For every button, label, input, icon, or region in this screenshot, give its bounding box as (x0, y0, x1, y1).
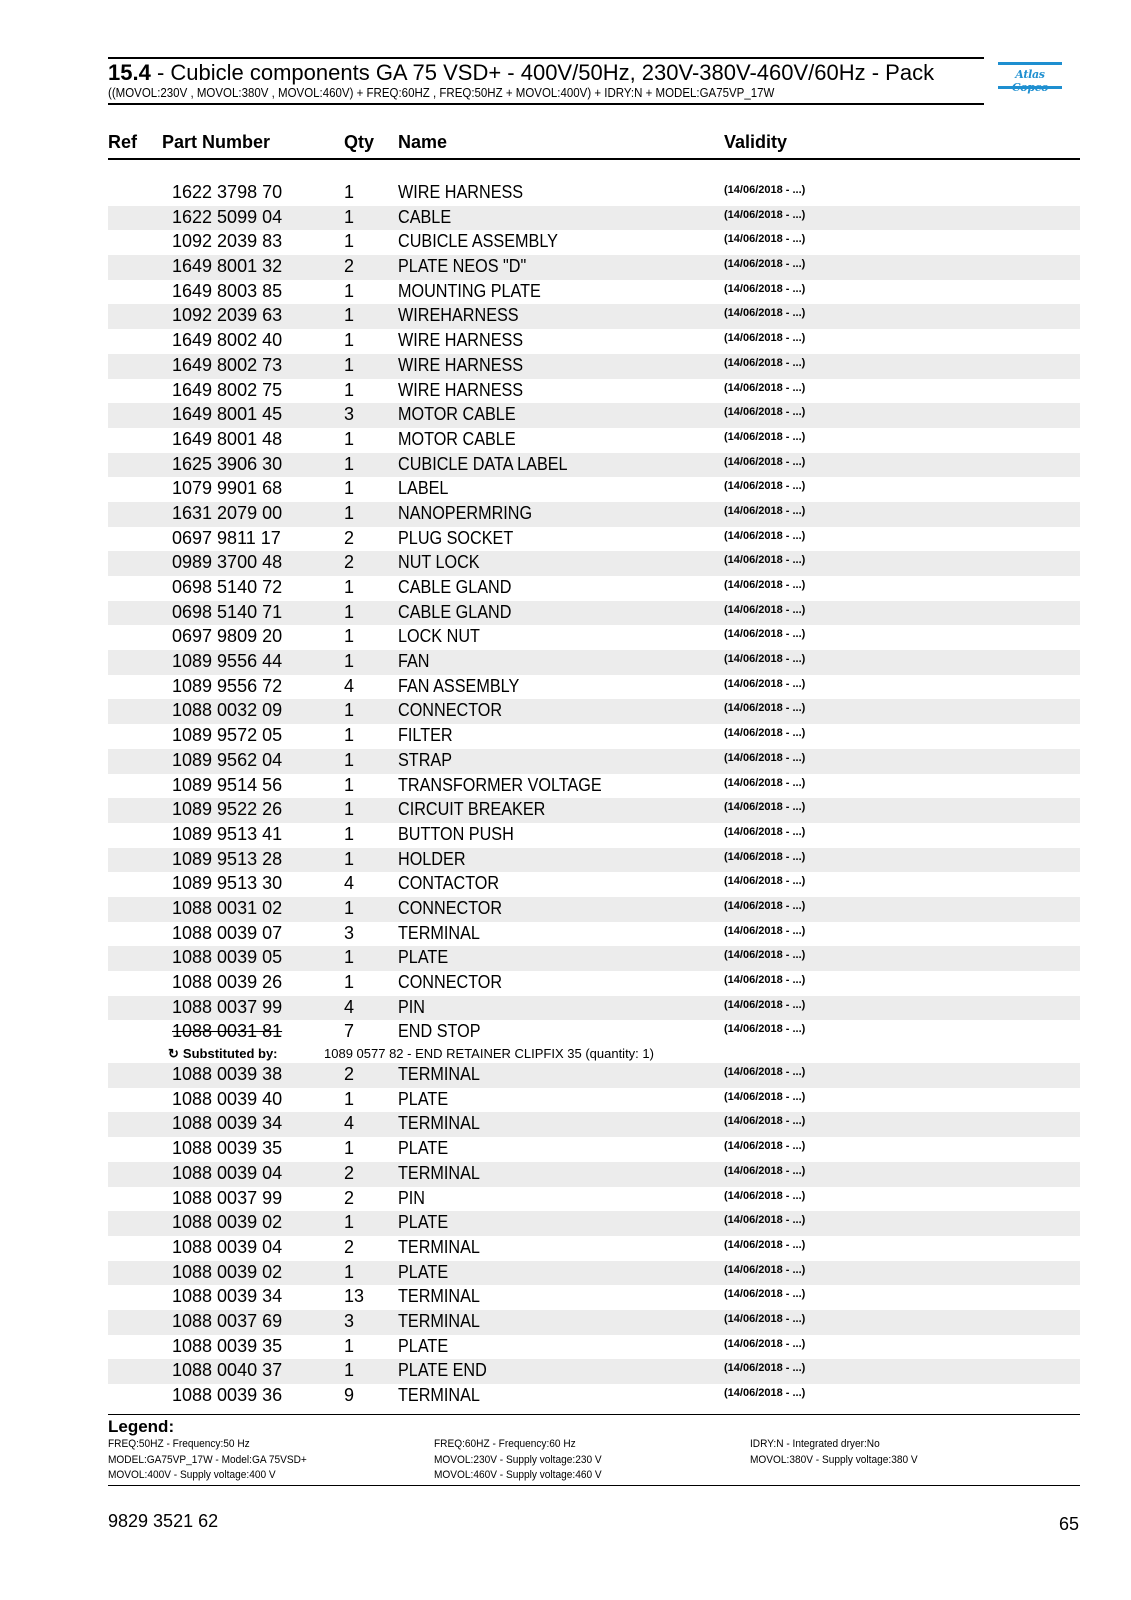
logo-bar-top (998, 62, 1062, 65)
part-name: PLATE NEOS "D" (398, 256, 527, 277)
part-number: 1649 8002 40 (172, 330, 283, 351)
legend-item: MOVOL:380V - Supply voltage:380 V (750, 1453, 918, 1466)
table-row (108, 823, 1080, 848)
validity: (14/06/2018 - ...) (724, 1263, 806, 1276)
validity: (14/06/2018 - ...) (724, 1140, 806, 1153)
part-name: CUBICLE DATA LABEL (398, 453, 568, 474)
validity: (14/06/2018 - ...) (724, 430, 806, 443)
table-row (108, 576, 1080, 601)
validity: (14/06/2018 - ...) (724, 628, 806, 641)
validity: (14/06/2018 - ...) (724, 1090, 806, 1103)
section-title: - Cubicle components GA 75 VSD+ - 400V/50Hz, 230V-380V-460V/60Hz - Pack (150, 60, 935, 85)
part-number: 0698 5140 72 (172, 577, 283, 597)
part-name: PLATE (398, 1138, 449, 1159)
quantity: 3 (344, 1310, 355, 1331)
quantity: 1 (344, 478, 355, 499)
refresh-icon: ↻ (168, 1046, 179, 1062)
quantity: 1 (344, 601, 355, 622)
part-number: 1089 9562 04 (172, 749, 283, 770)
part-name: CABLE GLAND (398, 601, 512, 622)
validity: (14/06/2018 - ...) (724, 282, 806, 295)
part-name: HOLDER (398, 848, 466, 869)
part-name: CONNECTOR (398, 700, 503, 721)
quantity: 1 (344, 182, 355, 202)
part-name: TERMINAL (398, 1064, 480, 1085)
legend-item: MOVOL:230V - Supply voltage:230 V (434, 1453, 602, 1466)
page-title (108, 60, 934, 86)
part-number: 1088 0032 09 (172, 700, 283, 721)
table-row (108, 1162, 1080, 1187)
part-number: 1088 0039 02 (172, 1212, 283, 1233)
table-row (108, 280, 1080, 305)
validity: (14/06/2018 - ...) (724, 208, 806, 221)
part-name: TERMINAL (398, 1162, 480, 1183)
table-row (108, 206, 1080, 231)
validity: (14/06/2018 - ...) (724, 1023, 806, 1036)
quantity: 7 (344, 1021, 355, 1042)
table-row (108, 1063, 1080, 1088)
part-number: 0698 5140 71 (172, 601, 283, 622)
validity: (14/06/2018 - ...) (724, 776, 806, 789)
validity: (14/06/2018 - ...) (724, 332, 806, 345)
part-number: 1088 0039 34 (172, 1286, 283, 1307)
quantity: 1 (344, 700, 355, 721)
validity: (14/06/2018 - ...) (724, 974, 806, 986)
table-row (108, 1112, 1080, 1137)
quantity: 2 (344, 256, 355, 277)
table-row (108, 379, 1080, 404)
table-row (108, 230, 1080, 255)
validity: (14/06/2018 - ...) (724, 949, 806, 962)
table-row (108, 798, 1080, 823)
part-name: PLATE (398, 1088, 449, 1109)
table-header-rule (108, 158, 1080, 160)
part-name: CUBICLE ASSEMBLY (398, 231, 558, 252)
validity: (14/06/2018 - ...) (724, 1066, 806, 1079)
table-row (108, 255, 1080, 280)
part-number: 1088 0039 07 (172, 922, 283, 943)
table-header (108, 132, 1080, 158)
validity: (14/06/2018 - ...) (724, 603, 806, 616)
table-row (108, 304, 1080, 329)
page-subtitle: ((MOVOL:230V , MOVOL:380V , MOVOL:460V) + FREQ:60HZ , FREQ:50HZ + MOVOL:400V) + IDRY:N + MODEL:GA75VP_17W (108, 86, 775, 100)
part-number: 1089 9572 05 (172, 725, 283, 746)
validity: (14/06/2018 - ...) (724, 233, 806, 246)
table-row (108, 181, 1080, 206)
part-number: 1649 8001 32 (172, 256, 283, 277)
part-name: PLATE (398, 1261, 449, 1282)
validity: (14/06/2018 - ...) (724, 1238, 806, 1251)
part-name: NANOPERMRING (398, 502, 533, 523)
quantity: 1 (344, 502, 355, 523)
part-name: LABEL (398, 478, 449, 499)
table-row (108, 675, 1080, 700)
validity: (14/06/2018 - ...) (724, 998, 806, 1011)
part-number: 1088 0039 35 (172, 1138, 283, 1159)
document-number: 9829 3521 62 (108, 1511, 219, 1531)
table-row (108, 551, 1080, 576)
table-row (108, 1211, 1080, 1236)
part-number: 1649 8002 73 (172, 354, 283, 375)
part-number: 1092 2039 63 (172, 305, 283, 326)
legend-item: IDRY:N - Integrated dryer:No (750, 1438, 880, 1450)
table-row (108, 354, 1080, 379)
legend-bottom-rule (108, 1485, 1080, 1486)
quantity: 2 (344, 1236, 355, 1257)
validity: (14/06/2018 - ...) (724, 1387, 806, 1399)
validity: (14/06/2018 - ...) (724, 1115, 806, 1128)
part-name: FAN ASSEMBLY (398, 675, 520, 696)
table-row (108, 329, 1080, 354)
validity: (14/06/2018 - ...) (724, 850, 806, 863)
part-name: BUTTON PUSH (398, 823, 514, 844)
part-name: END STOP (398, 1021, 481, 1042)
col-header-name: Name (398, 132, 448, 152)
table-row (108, 1088, 1080, 1113)
part-number: 1089 9556 44 (172, 651, 283, 672)
part-number: 1649 8003 85 (172, 280, 283, 301)
validity: (14/06/2018 - ...) (724, 184, 806, 196)
part-number: 1649 8001 45 (172, 404, 283, 425)
validity: (14/06/2018 - ...) (724, 554, 806, 567)
part-number: 1089 9522 26 (172, 799, 283, 820)
quantity: 1 (344, 626, 355, 647)
col-header-validity: Validity (724, 132, 788, 152)
table-row (108, 403, 1080, 428)
table-row (108, 1359, 1080, 1384)
part-name: LOCK NUT (398, 626, 480, 647)
part-name: TERMINAL (398, 1310, 480, 1331)
part-name: WIRE HARNESS (398, 354, 524, 375)
part-number: 1089 9556 72 (172, 675, 283, 696)
quantity: 1 (344, 379, 355, 400)
validity: (14/06/2018 - ...) (724, 356, 806, 369)
table-row (108, 625, 1080, 650)
part-name: MOTOR CABLE (398, 428, 516, 449)
logo-text: Atlas (1015, 68, 1045, 81)
table-row (108, 1384, 1080, 1409)
legend-title: Legend: (108, 1417, 175, 1436)
header-rule-top (108, 57, 984, 59)
quantity: 2 (344, 527, 355, 548)
part-name: MOTOR CABLE (398, 404, 516, 425)
section-number: 15.4 (108, 60, 151, 85)
quantity: 1 (344, 1360, 355, 1381)
part-name: TERMINAL (398, 1113, 480, 1134)
part-number: 1088 0039 26 (172, 972, 283, 992)
quantity: 1 (344, 1088, 355, 1109)
legend-item: FREQ:50HZ - Frequency:50 Hz (108, 1438, 250, 1450)
part-name: WIRE HARNESS (398, 379, 524, 400)
validity: (14/06/2018 - ...) (724, 258, 806, 271)
validity: (14/06/2018 - ...) (724, 381, 806, 394)
substitution-label-text: Substituted by: (182, 1046, 278, 1062)
validity: (14/06/2018 - ...) (724, 406, 806, 419)
quantity: 1 (344, 577, 355, 597)
table-row (108, 848, 1080, 873)
part-number: 1088 0039 36 (172, 1385, 283, 1405)
table-row (108, 650, 1080, 675)
quantity: 2 (344, 1064, 355, 1085)
header-rule-bottom (108, 103, 984, 105)
table-row (108, 1335, 1080, 1360)
part-number: 1088 0037 99 (172, 996, 283, 1017)
part-number: 1088 0039 35 (172, 1335, 283, 1356)
part-number: 1625 3906 30 (172, 453, 283, 474)
part-name: TRANSFORMER VOLTAGE (398, 774, 602, 795)
quantity: 4 (344, 873, 355, 894)
table-row (108, 897, 1080, 922)
quantity: 1 (344, 354, 355, 375)
quantity: 4 (344, 675, 355, 696)
table-row (108, 477, 1080, 502)
part-number: 1631 2079 00 (172, 502, 283, 523)
table-row (108, 453, 1080, 478)
part-number: 1088 0031 02 (172, 897, 283, 918)
substitution-note (108, 1045, 1080, 1063)
part-name: CABLE (398, 206, 452, 227)
quantity: 4 (344, 1113, 355, 1134)
atlas-copco-logo (998, 62, 1062, 96)
quantity: 1 (344, 453, 355, 474)
part-name: WIREHARNESS (398, 305, 519, 326)
quantity: 3 (344, 922, 355, 943)
quantity: 1 (344, 1335, 355, 1356)
quantity: 1 (344, 1261, 355, 1282)
table-row (108, 749, 1080, 774)
part-name: TERMINAL (398, 1236, 480, 1257)
quantity: 1 (344, 428, 355, 449)
part-number: 1622 3798 70 (172, 182, 283, 202)
part-name: WIRE HARNESS (398, 330, 524, 351)
part-name: TERMINAL (398, 922, 480, 943)
validity: (14/06/2018 - ...) (724, 924, 806, 937)
part-number: 0697 9811 17 (172, 527, 281, 548)
part-name: PLATE (398, 1335, 449, 1356)
page-number: 65 (1059, 1514, 1080, 1534)
validity: (14/06/2018 - ...) (724, 875, 806, 888)
table-row (108, 946, 1080, 971)
part-name: PIN (398, 996, 426, 1017)
quantity: 1 (344, 206, 355, 227)
validity: (14/06/2018 - ...) (724, 504, 806, 517)
part-number: 0697 9809 20 (172, 626, 283, 647)
col-header-qty: Qty (344, 132, 375, 152)
part-name: CONNECTOR (398, 897, 503, 918)
legend-item: MOVOL:460V - Supply voltage:460 V (434, 1469, 602, 1481)
part-number: 1649 8001 48 (172, 428, 283, 449)
table-row (108, 699, 1080, 724)
part-number: 1088 0037 99 (172, 1187, 283, 1208)
table-row (108, 1285, 1080, 1310)
part-number: 1089 9513 28 (172, 848, 283, 869)
table-row (108, 1236, 1080, 1261)
table-row (108, 971, 1080, 996)
quantity: 1 (344, 947, 355, 968)
part-name: WIRE HARNESS (398, 182, 524, 202)
validity: (14/06/2018 - ...) (724, 480, 806, 493)
part-name: PIN (398, 1187, 426, 1208)
validity: (14/06/2018 - ...) (724, 1362, 806, 1375)
substitution-label (168, 1046, 278, 1062)
part-name: TERMINAL (398, 1385, 480, 1405)
quantity: 1 (344, 231, 355, 252)
col-header-part-number: Part Number (162, 132, 271, 152)
validity: (14/06/2018 - ...) (724, 899, 806, 912)
part-number: 0989 3700 48 (172, 552, 283, 573)
logo-bar-bottom (998, 86, 1062, 89)
part-name: PLATE END (398, 1360, 487, 1381)
part-number: 1079 9901 68 (172, 478, 283, 499)
table-row (108, 1020, 1080, 1045)
part-number: 1088 0039 04 (172, 1236, 283, 1257)
part-name: PLATE (398, 1212, 449, 1233)
part-number: 1089 9514 56 (172, 774, 283, 795)
substitution-text: 1089 0577 82 - END RETAINER CLIPFIX 35 (quantity: 1) (324, 1046, 654, 1062)
part-number: 1649 8002 75 (172, 379, 283, 400)
table-row (108, 872, 1080, 897)
col-header-ref: Ref (108, 132, 138, 152)
part-number: 1089 9513 41 (172, 823, 283, 844)
table-row (108, 428, 1080, 453)
quantity: 1 (344, 1212, 355, 1233)
table-row (108, 774, 1080, 799)
validity: (14/06/2018 - ...) (724, 1288, 806, 1301)
quantity: 1 (344, 305, 355, 326)
quantity: 2 (344, 1162, 355, 1183)
part-name: CONNECTOR (398, 972, 503, 992)
part-number: 1089 9513 30 (172, 873, 283, 894)
quantity: 13 (344, 1286, 365, 1307)
table-row (108, 527, 1080, 552)
validity: (14/06/2018 - ...) (724, 1189, 806, 1202)
quantity: 1 (344, 972, 355, 992)
table-row (108, 601, 1080, 626)
validity: (14/06/2018 - ...) (724, 751, 806, 764)
table-row (108, 1261, 1080, 1286)
table-row (108, 922, 1080, 947)
part-name: CIRCUIT BREAKER (398, 799, 546, 820)
quantity: 1 (344, 280, 355, 301)
validity: (14/06/2018 - ...) (724, 1337, 806, 1350)
parts-table (108, 181, 1080, 1409)
quantity: 1 (344, 799, 355, 820)
validity: (14/06/2018 - ...) (724, 727, 806, 740)
table-row (108, 1137, 1080, 1162)
part-number: 1088 0039 40 (172, 1088, 283, 1109)
validity: (14/06/2018 - ...) (724, 455, 806, 468)
part-number: 1088 0039 04 (172, 1162, 283, 1183)
legend-item: MODEL:GA75VP_17W - Model:GA 75VSD+ (108, 1453, 307, 1466)
validity: (14/06/2018 - ...) (724, 653, 806, 666)
quantity: 1 (344, 330, 355, 351)
legend-rule (108, 1414, 1080, 1415)
part-name: TERMINAL (398, 1286, 480, 1307)
part-name: NUT LOCK (398, 552, 480, 573)
quantity: 1 (344, 651, 355, 672)
table-row (108, 1310, 1080, 1335)
validity: (14/06/2018 - ...) (724, 702, 806, 715)
part-name: PLATE (398, 947, 449, 968)
quantity: 1 (344, 749, 355, 770)
validity: (14/06/2018 - ...) (724, 1164, 806, 1177)
table-row (108, 724, 1080, 749)
part-name: CONTACTOR (398, 873, 500, 894)
legend-item: FREQ:60HZ - Frequency:60 Hz (434, 1438, 576, 1450)
validity: (14/06/2018 - ...) (724, 307, 806, 320)
quantity: 1 (344, 848, 355, 869)
validity: (14/06/2018 - ...) (724, 529, 806, 542)
part-name: PLUG SOCKET (398, 527, 514, 548)
part-number: 1088 0039 02 (172, 1261, 283, 1282)
quantity: 1 (344, 1138, 355, 1159)
part-number: 1088 0039 34 (172, 1113, 283, 1134)
validity: (14/06/2018 - ...) (724, 825, 806, 838)
table-row (108, 1187, 1080, 1212)
quantity: 9 (344, 1385, 355, 1405)
table-row (108, 502, 1080, 527)
part-number: 1088 0039 38 (172, 1064, 283, 1085)
validity: (14/06/2018 - ...) (724, 677, 806, 690)
validity: (14/06/2018 - ...) (724, 801, 806, 814)
validity: (14/06/2018 - ...) (724, 579, 806, 591)
part-name: CABLE GLAND (398, 577, 512, 597)
part-number: 1088 0037 69 (172, 1310, 283, 1331)
quantity: 1 (344, 774, 355, 795)
legend-item: MOVOL:400V - Supply voltage:400 V (108, 1469, 276, 1481)
validity: (14/06/2018 - ...) (724, 1214, 806, 1227)
part-name: MOUNTING PLATE (398, 280, 541, 301)
part-number: 1622 5099 04 (172, 206, 283, 227)
quantity: 3 (344, 404, 355, 425)
table-row (108, 996, 1080, 1021)
part-number: 1088 0031 81 (172, 1021, 283, 1042)
part-name: FILTER (398, 725, 453, 746)
quantity: 2 (344, 1187, 355, 1208)
part-number: 1092 2039 83 (172, 231, 283, 252)
quantity: 1 (344, 823, 355, 844)
validity: (14/06/2018 - ...) (724, 1312, 806, 1325)
quantity: 1 (344, 725, 355, 746)
part-number: 1088 0039 05 (172, 947, 283, 968)
part-name: FAN (398, 651, 430, 672)
part-number: 1088 0040 37 (172, 1360, 283, 1381)
quantity: 2 (344, 552, 355, 573)
quantity: 4 (344, 996, 355, 1017)
part-name: STRAP (398, 749, 453, 770)
quantity: 1 (344, 897, 355, 918)
